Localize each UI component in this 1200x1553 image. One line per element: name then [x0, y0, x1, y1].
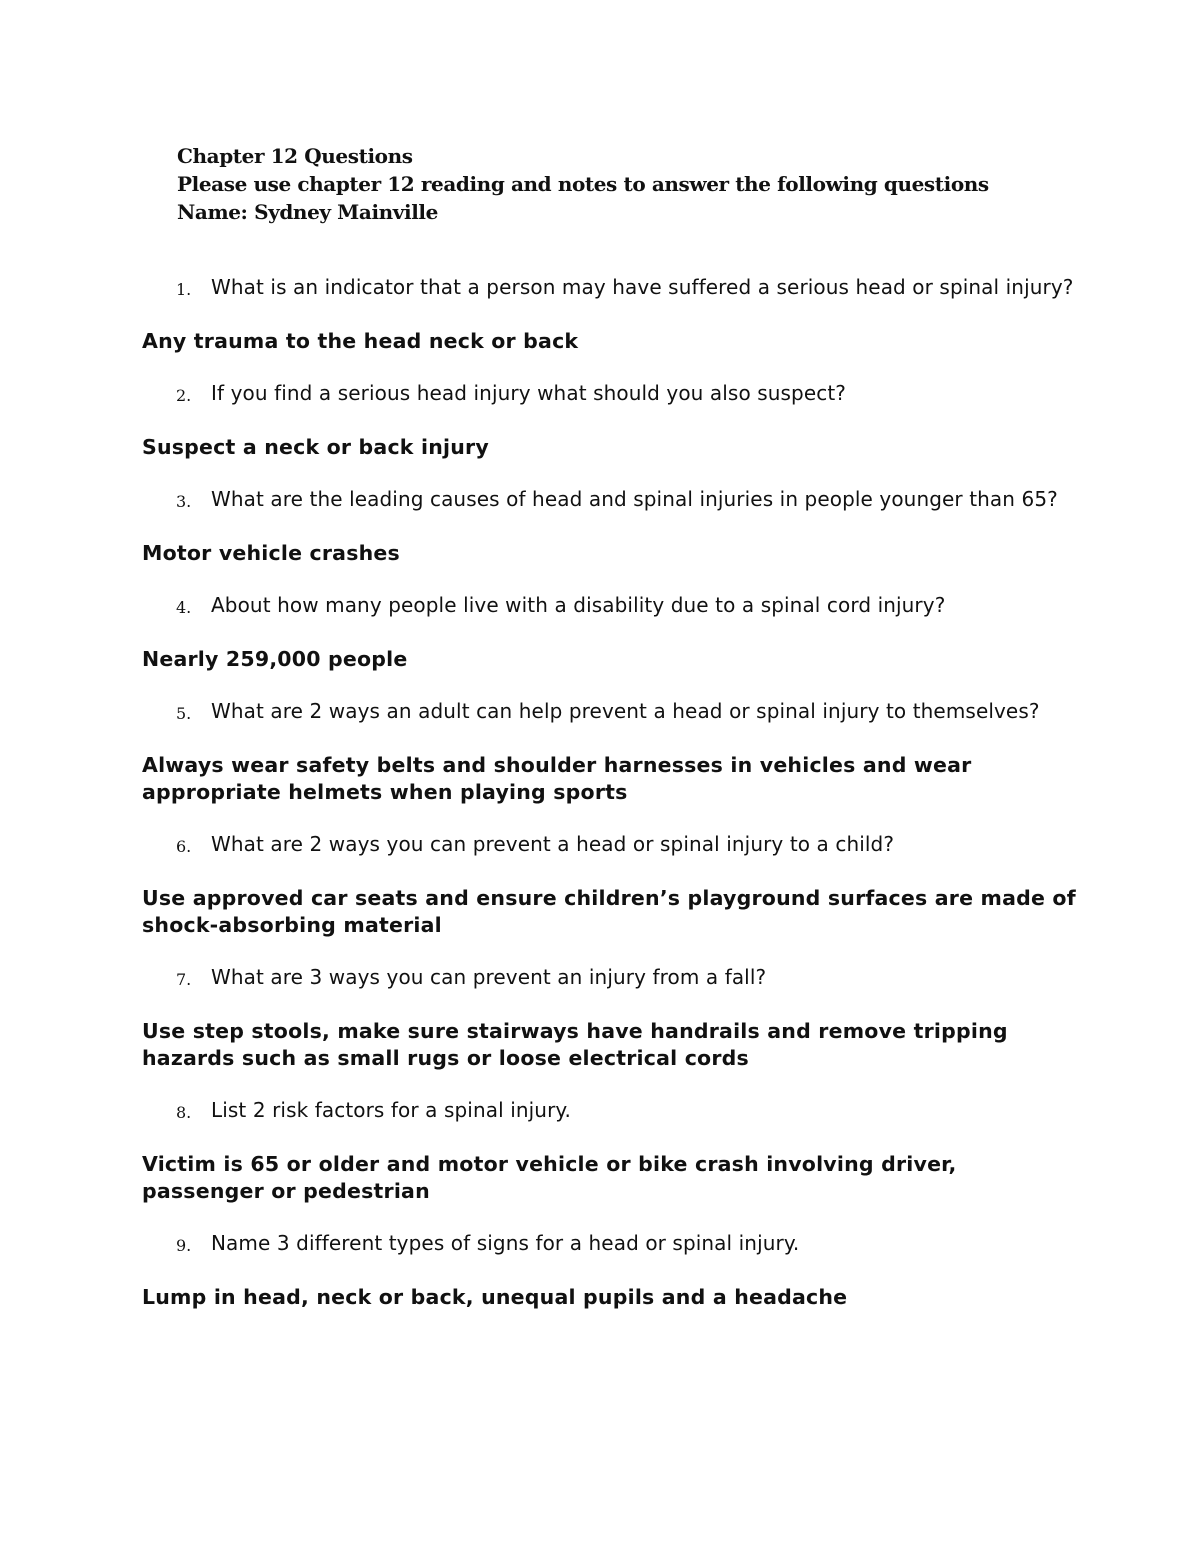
question-3: [142, 486, 1082, 515]
question-4: [142, 592, 1082, 621]
question-7: [142, 964, 1082, 993]
question-number: 2.: [176, 386, 192, 405]
question-9: [142, 1230, 1082, 1259]
question-number: 3.: [176, 492, 192, 511]
instructions-line: Please use chapter 12 reading and notes to answer the following questions: [177, 172, 989, 196]
question-2: [142, 380, 1082, 409]
question-text: What are 2 ways you can prevent a head or spinal injury to a child?: [211, 832, 895, 856]
question-number: 7.: [176, 970, 192, 989]
student-name: Name: Sydney Mainville: [177, 200, 438, 224]
question-text: List 2 risk factors for a spinal injury.: [211, 1098, 571, 1122]
answer-4: Nearly 259,000 people: [142, 647, 408, 671]
question-text: What are 3 ways you can prevent an injury from a fall?: [211, 965, 767, 989]
answer-5: Always wear safety belts and shoulder harnesses in vehicles and wear appropriate helmets when playing sports: [142, 753, 972, 804]
question-number: 4.: [176, 598, 192, 617]
answer-3: Motor vehicle crashes: [142, 541, 400, 565]
question-text: What are 2 ways an adult can help prevent a head or spinal injury to themselves?: [211, 699, 1040, 723]
question-answer-list: [142, 274, 1082, 1336]
question-number: 8.: [176, 1103, 192, 1122]
answer-6: Use approved car seats and ensure children’s playground surfaces are made of shock-absorbing material: [142, 886, 1076, 937]
question-text: About how many people live with a disability due to a spinal cord injury?: [211, 593, 946, 617]
question-text: Name 3 different types of signs for a head or spinal injury.: [211, 1231, 800, 1255]
question-number: 1.: [176, 280, 192, 299]
question-number: 6.: [176, 837, 192, 856]
document-title: Chapter 12 Questions: [177, 144, 413, 168]
question-1: [142, 274, 1082, 303]
document-header: [177, 142, 989, 226]
answer-2: Suspect a neck or back injury: [142, 435, 489, 459]
question-6: [142, 831, 1082, 860]
answer-7: Use step stools, make sure stairways have handrails and remove tripping hazards such as small rugs or loose electrical cords: [142, 1019, 1008, 1070]
question-text: What is an indicator that a person may have suffered a serious head or spinal injury?: [211, 275, 1074, 299]
question-8: [142, 1097, 1082, 1126]
answer-1: Any trauma to the head neck or back: [142, 329, 579, 353]
question-number: 5.: [176, 704, 192, 723]
question-5: [142, 698, 1082, 727]
answer-9: Lump in head, neck or back, unequal pupils and a headache: [142, 1285, 848, 1309]
question-text: What are the leading causes of head and spinal injuries in people younger than 65?: [211, 487, 1058, 511]
question-text: If you find a serious head injury what should you also suspect?: [211, 381, 847, 405]
question-number: 9.: [176, 1236, 192, 1255]
answer-8: Victim is 65 or older and motor vehicle or bike crash involving driver, passenger or pedestrian: [142, 1152, 957, 1203]
